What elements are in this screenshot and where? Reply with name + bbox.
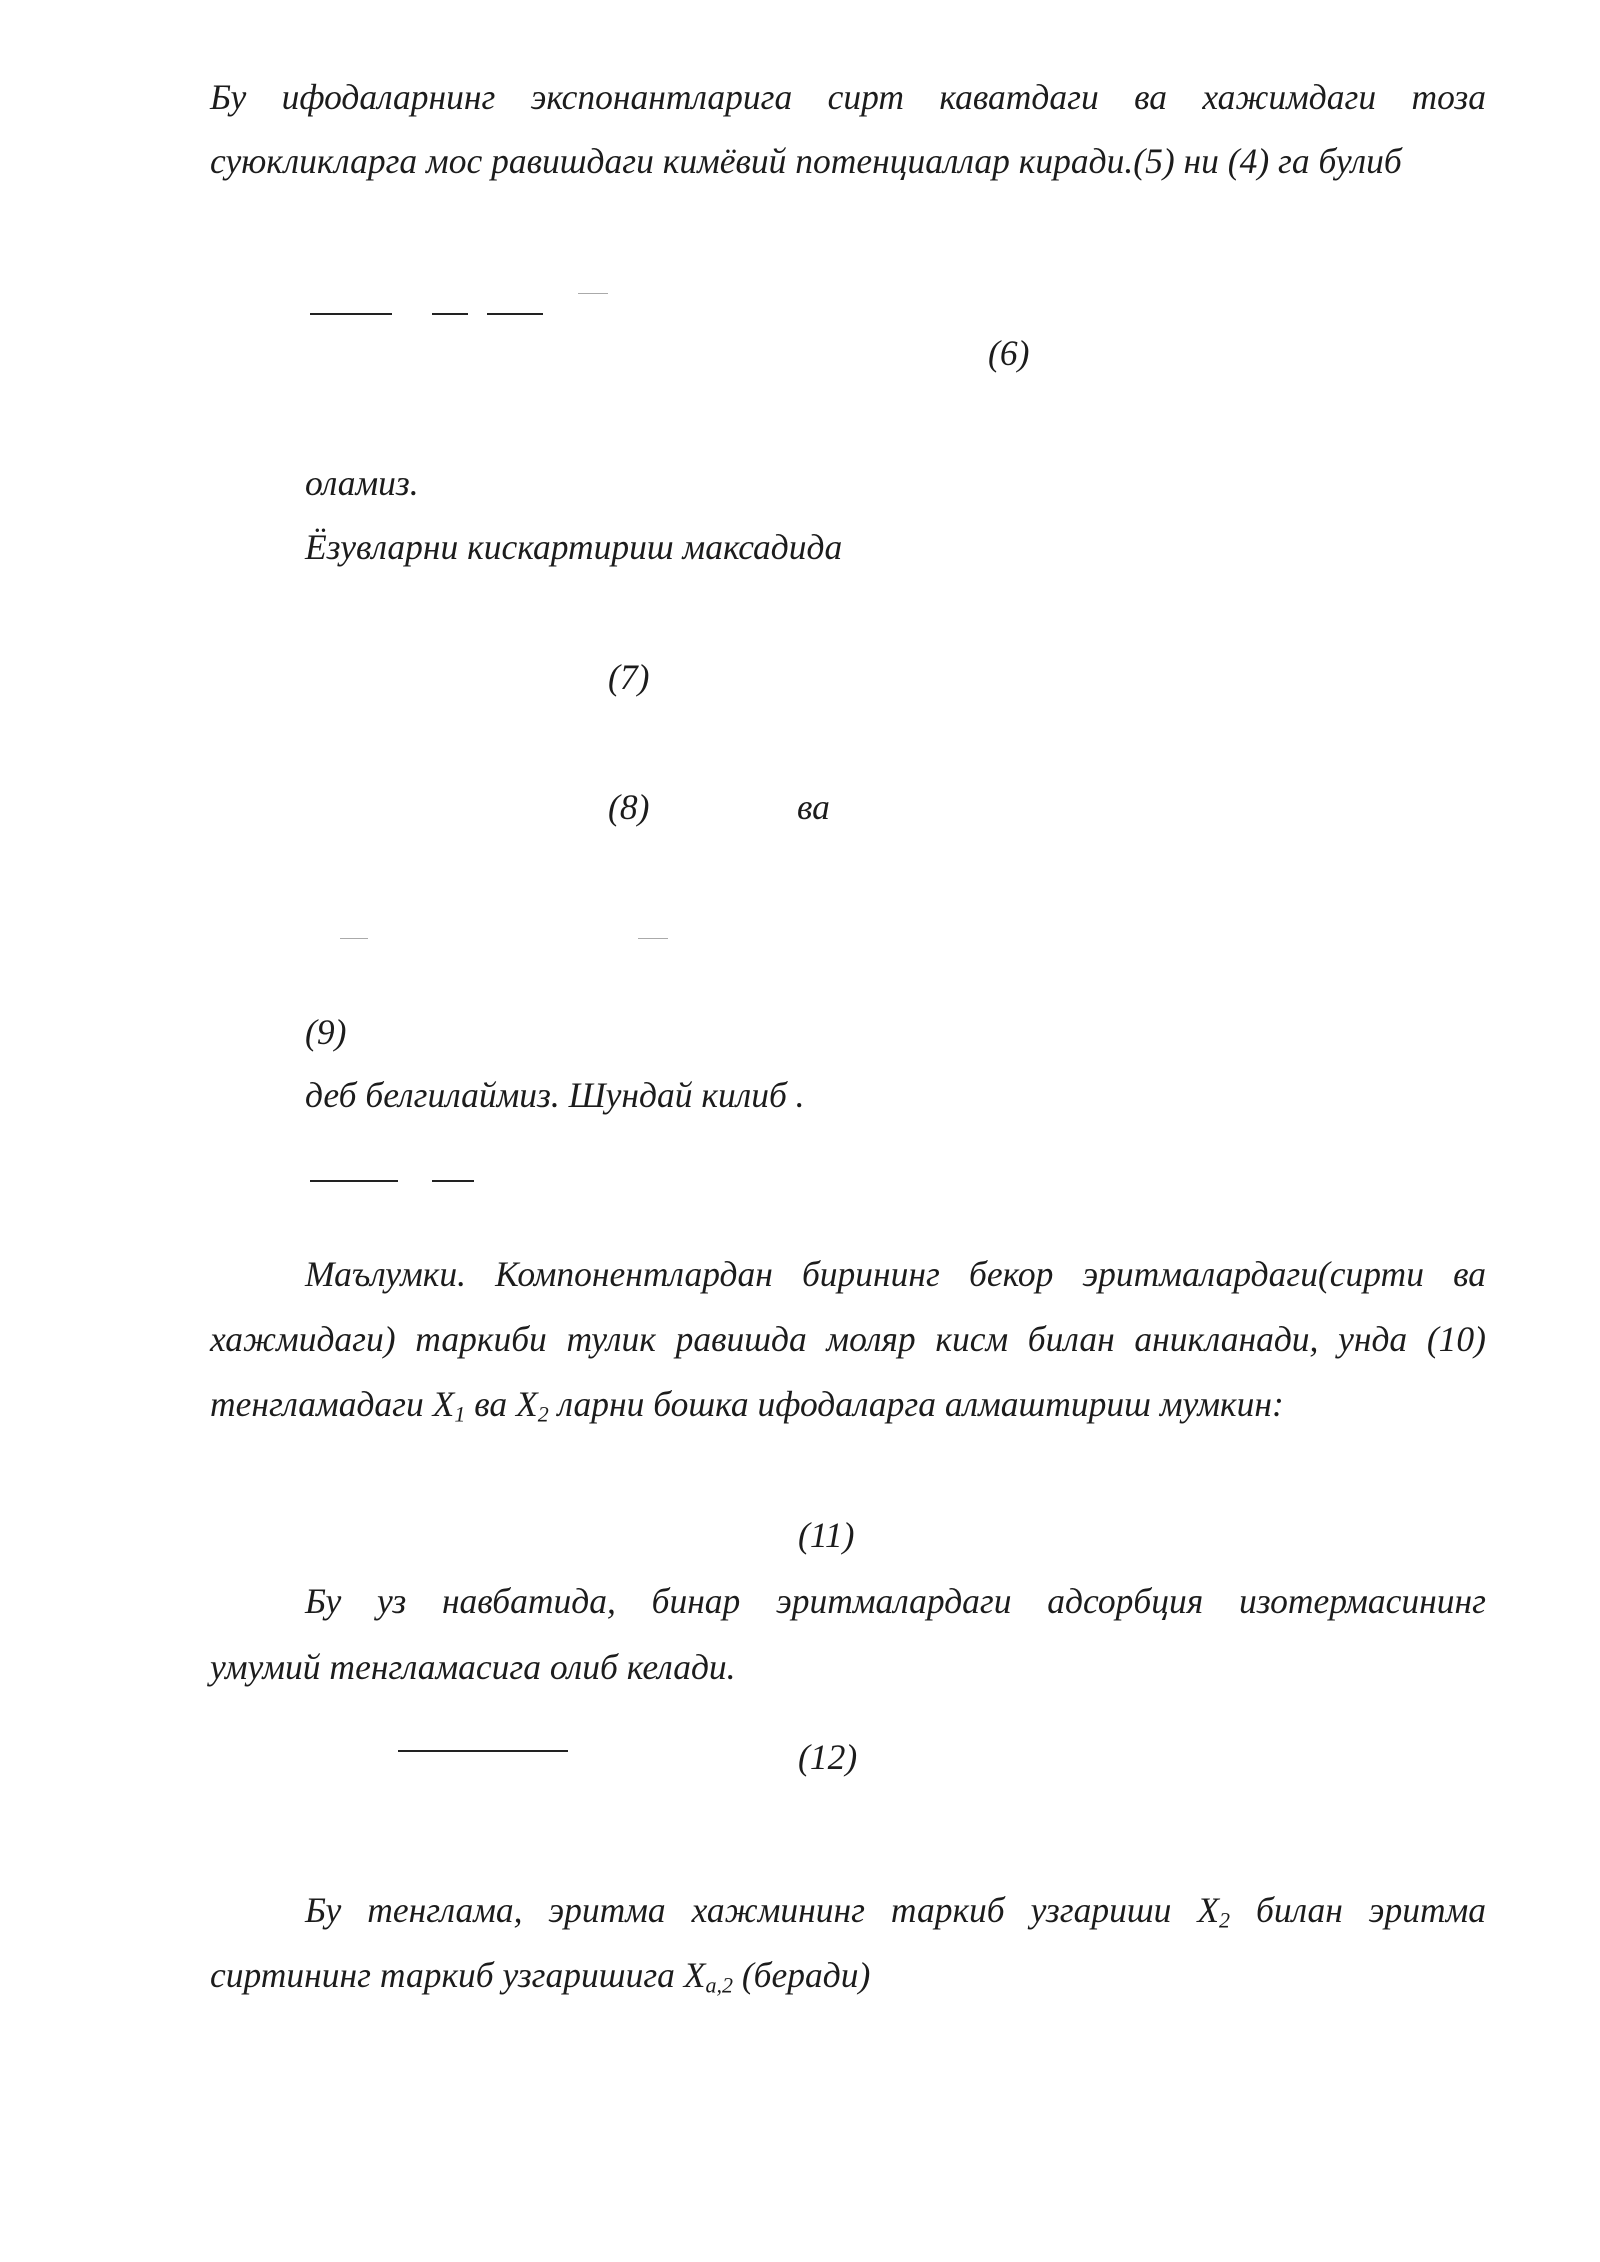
paragraph-4-line-1: [305, 1890, 1487, 1933]
text-olamiz: оламиз.: [305, 463, 419, 503]
paragraph-3-line-1: Бу уз навбатида, бинар эритмалардаги адсорбция изотермасининг: [305, 1581, 1486, 1621]
fraction-bar: [432, 313, 468, 315]
equation-number-8: (8): [608, 787, 650, 827]
text-segment: Бу тенглама, эритма хажмининг таркиб узгариши X: [305, 1890, 1220, 1930]
equation-number-12: (12): [798, 1737, 858, 1777]
paragraph-2-line-1: Маълумки. Компонентлардан бирининг бекор эритмалардаги(сирти ва: [305, 1254, 1486, 1294]
text-ezuvlarni: Ёзувларни кискартириш максадида: [305, 527, 843, 567]
fraction-bar: [578, 293, 608, 294]
equation-number-11: (11): [798, 1515, 855, 1555]
text-segment: (беради): [732, 1955, 871, 1995]
fraction-bar: [310, 313, 392, 315]
text-va: ва: [797, 787, 830, 827]
equation-number-6: (6): [988, 333, 1030, 373]
fraction-bar: [340, 938, 368, 939]
subscript: 2: [537, 1401, 549, 1427]
paragraph-1-line-2: суюкликларга мос равишдаги кимёвий потенциаллар киради.(5) ни (4) га булиб: [210, 141, 1402, 181]
text-segment: билан эритма: [1230, 1890, 1487, 1930]
text-segment: ва X: [465, 1384, 538, 1424]
paragraph-2-line-2: хажмидаги) таркиби тулик равишда моляр кисм билан аникланади, унда (10): [210, 1319, 1486, 1359]
subscript: 2: [1219, 1907, 1231, 1933]
text-deb: деб белгилаймиз. Шундай килиб .: [305, 1075, 805, 1115]
fraction-bar: [398, 1750, 568, 1752]
paragraph-4-line-2: [210, 1955, 871, 1998]
text-segment: ларни бошка ифодаларга алмаштириш мумкин:: [548, 1384, 1284, 1424]
fraction-bar: [432, 1180, 474, 1182]
text-segment: тенгламадаги X: [210, 1384, 455, 1424]
equation-number-7: (7): [608, 657, 650, 697]
paragraph-2-line-3: [210, 1384, 1284, 1427]
fraction-bar: [638, 938, 668, 939]
paragraph-3-line-2: умумий тенгламасига олиб келади.: [210, 1647, 736, 1687]
paragraph-1-line-1: Бу ифодаларнинг экспонантларига сирт каватдаги ва хажимдаги тоза: [210, 77, 1486, 117]
text-segment: сиртининг таркиб узгаришига X: [210, 1955, 706, 1995]
subscript: a,2: [705, 1972, 733, 1998]
subscript: 1: [454, 1401, 466, 1427]
equation-number-9: (9): [305, 1012, 347, 1052]
fraction-bar: [487, 313, 543, 315]
fraction-bar: [310, 1180, 398, 1182]
